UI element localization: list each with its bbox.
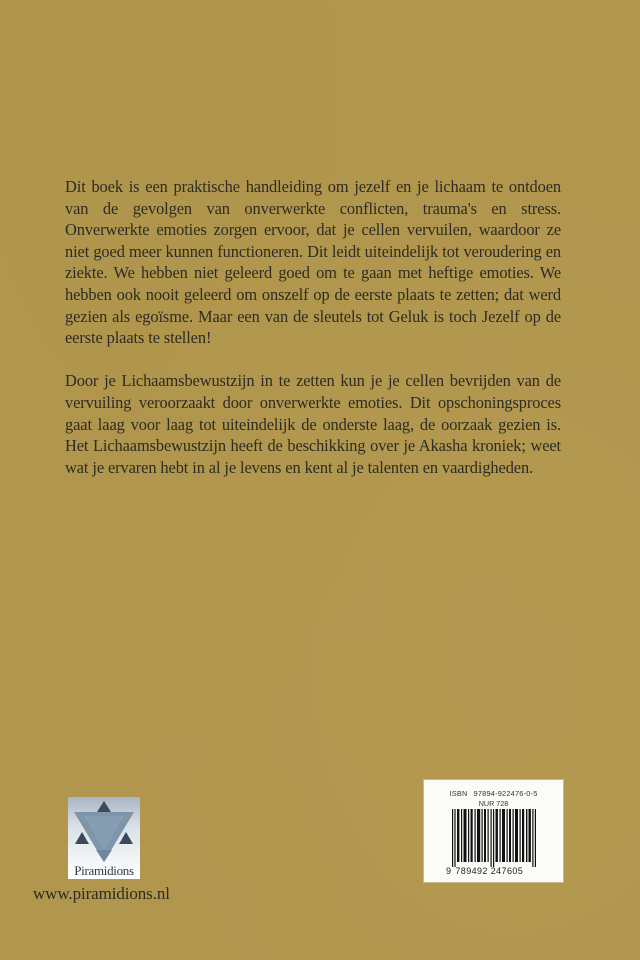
- publisher-name: Piramidions: [74, 863, 134, 878]
- isbn-line: [424, 789, 563, 798]
- blurb-paragraph-1: Dit boek is een praktische handleiding om jezelf en je lichaam te ontdoen van de gevolgen van onverwerkte conflicten, trauma's en stress. Onverwerkte emoties zorgen ervoor, dat je cellen vervuilen, waardoor ze niet goed meer kunnen functioneren. Dit leidt uiteindelijk tot veroudering en ziekte. We hebben niet geleerd goed om te gaan met heftige emoties. We hebben ook nooit geleerd om onszelf op de eerste plaats te zetten; dat werd gezien als egoïsme. Maar een van de sleutels tot Geluk is toch Jezelf op de eerste plaats te stellen!: [65, 177, 561, 348]
- isbn-barcode-box: [424, 780, 563, 882]
- back-cover-blurb: [65, 176, 561, 500]
- isbn-label: ISBN: [449, 789, 468, 798]
- barcode-digits-rest: 789492 247605: [455, 866, 524, 876]
- barcode-icon: [452, 809, 536, 867]
- barcode-digit-first: 9: [446, 866, 452, 876]
- isbn-value: 97894-922476-0-5: [473, 789, 538, 798]
- publisher-logo: [68, 797, 140, 879]
- barcode-digits: [446, 866, 546, 876]
- nur-code: NUR 728: [478, 799, 509, 808]
- blurb-paragraph-2: Door je Lichaamsbewustzijn in te zetten kun je je cellen bevrijden van de vervuiling veroorzaakt door onverwerkte emoties. Dit opschoningsproces gaat laag voor laag tot uiteindelijk de onderste laag, de oorzaak gezien is. Het Lichaamsbewustzijn heeft de beschikking over je Akasha kroniek; weet wat je ervaren hebt in al je levens en kent al je talenten en vaardigheden.: [65, 371, 561, 477]
- publisher-url[interactable]: www.piramidions.nl: [33, 884, 170, 903]
- star-of-david-triangles-icon: [72, 800, 136, 864]
